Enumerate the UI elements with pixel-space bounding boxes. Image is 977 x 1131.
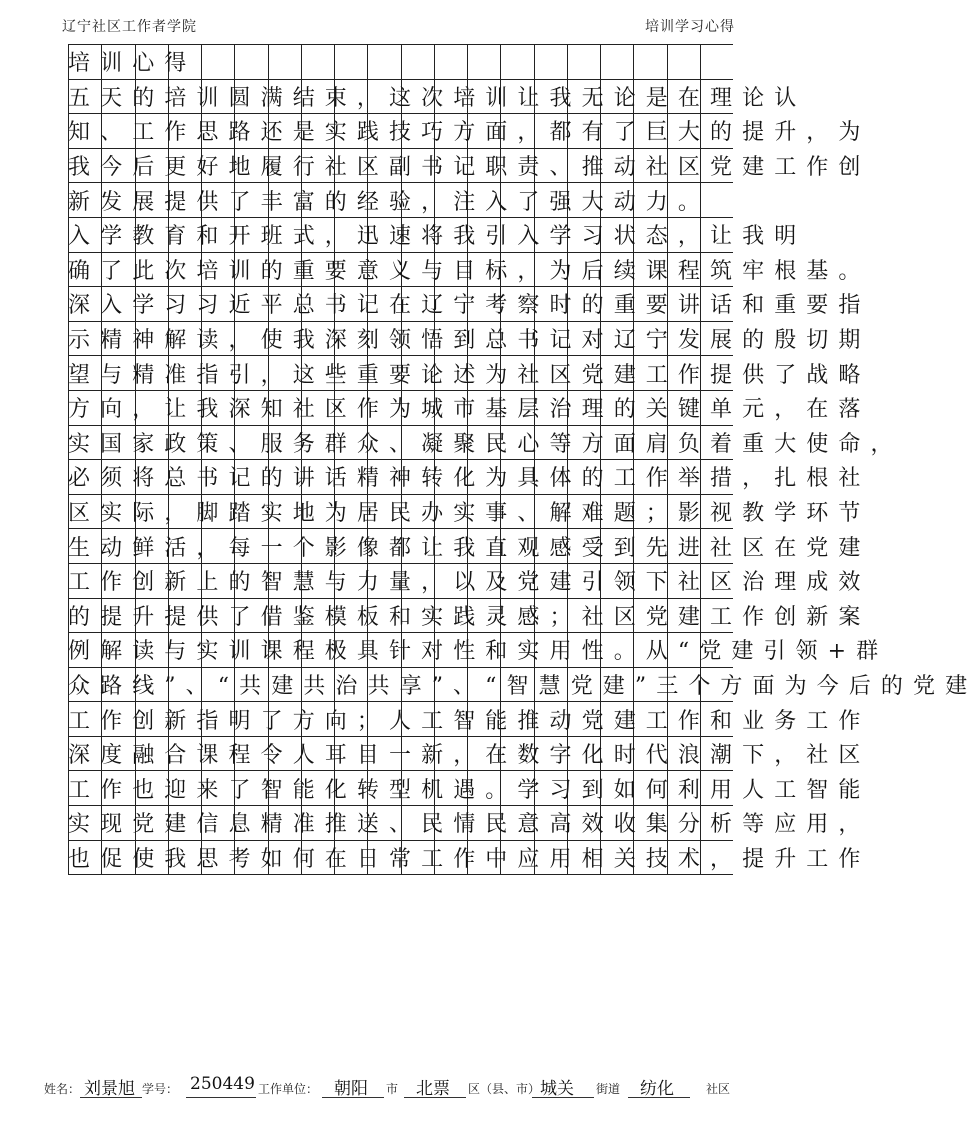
- city-suffix: 市: [386, 1082, 399, 1096]
- id-value: 250449: [190, 1074, 255, 1094]
- grid-row: [68, 426, 903, 461]
- essay-line: 工作也迎来了智能化转型机遇。学习到如何利用人工智能: [68, 777, 871, 803]
- grid-row: [68, 149, 871, 184]
- grid-row: [68, 114, 871, 149]
- grid-row: [68, 183, 733, 218]
- id-label: 学号：: [142, 1082, 179, 1096]
- community-value: 纺化: [640, 1079, 674, 1099]
- essay-line: 我今后更好地履行社区副书记职责、推动社区党建工作创: [68, 155, 871, 181]
- grid-row: [68, 737, 871, 772]
- essay-line: 深度融合课程令人耳目一新，在数字化时代浪潮下，社区: [68, 743, 871, 769]
- grid-row: [68, 495, 871, 530]
- name-label: 姓名：: [44, 1082, 81, 1096]
- grid-row: [68, 287, 871, 322]
- essay-line: 确了此次培训的重要意义与目标，为后续课程筑牢根基。: [68, 258, 871, 284]
- district-suffix: 区（县、市）: [468, 1082, 541, 1096]
- grid-row: [68, 80, 807, 115]
- essay-line: 众路线”、“共建共治共享”、“智慧党建”三个方面为今后的党建: [68, 673, 977, 699]
- grid-row: [68, 253, 871, 288]
- community-suffix: 社区: [706, 1082, 731, 1096]
- grid-row: [68, 564, 871, 599]
- document-type: 培训学习心得: [645, 19, 735, 35]
- essay-line: 实现党建信息精准推送、民情民意高效收集分析等应用，: [68, 812, 871, 838]
- essay-line: 必须将总书记的讲话精神转化为具体的工作举措，扎根社: [68, 466, 871, 492]
- page-header: [0, 14, 799, 38]
- grid-row: [68, 668, 977, 703]
- grid-row: [68, 771, 871, 806]
- essay-line: 方向，让我深知社区作为城市基层治理的关键单元，在落: [68, 397, 871, 423]
- essay-line: 生动鲜活，每一个影像都让我直观感受到先进社区在党建: [68, 535, 871, 561]
- essay-line: 例解读与实训课程极具针对性和实用性。从“党建引领+群: [68, 639, 889, 665]
- essay-line: 工作创新上的智慧与力量，以及党建引领下社区治理成效: [68, 570, 871, 596]
- grid-row: [68, 841, 871, 876]
- name-value: 刘景旭: [84, 1079, 135, 1099]
- essay-title: 培训心得: [68, 51, 197, 77]
- grid-row: [68, 391, 871, 426]
- grid-row: [68, 356, 871, 391]
- district-value: 北票: [416, 1079, 450, 1099]
- essay-line: 知、工作思路还是实践技巧方面，都有了巨大的提升，为: [68, 120, 871, 146]
- grid-row: [68, 218, 807, 253]
- essay-line: 的提升提供了借鉴模板和实践灵感；社区党建工作创新案: [68, 604, 871, 630]
- grid-row: [68, 633, 889, 668]
- essay-line: 五天的培训圆满结束，这次培训让我无论是在理论认: [68, 85, 807, 111]
- grid-row: [68, 806, 871, 841]
- essay-line: 工作创新指明了方向；人工智能推动党建工作和业务工作: [68, 708, 871, 734]
- essay-line: 示精神解读，使我深刻领悟到总书记对辽宁发展的殷切期: [68, 328, 871, 354]
- essay-line: 也促使我思考如何在日常工作中应用相关技术，提升工作: [68, 846, 871, 872]
- grid-row: [68, 322, 871, 357]
- footer-info: [0, 1072, 799, 1102]
- grid-row: [68, 599, 871, 634]
- essay-line: 实国家政策、服务群众、凝聚民心等方面肩负着重大使命，: [68, 431, 903, 457]
- grid-row: [68, 45, 733, 80]
- street-suffix: 街道: [596, 1082, 621, 1096]
- city-value: 朝阳: [334, 1079, 368, 1099]
- grid-row: [68, 529, 871, 564]
- street-value: 城关: [540, 1079, 574, 1099]
- unit-label: 工作单位：: [258, 1082, 319, 1096]
- grid-row: [68, 460, 871, 495]
- essay-line: 深入学习习近平总书记在辽宁考察时的重要讲话和重要指: [68, 293, 871, 319]
- institution-name: 辽宁社区工作者学院: [62, 19, 197, 35]
- essay-line: 新发展提供了丰富的经验，注入了强大动力。: [68, 189, 711, 215]
- essay-line: 入学教育和开班式，迅速将我引入学习状态，让我明: [68, 224, 807, 250]
- essay-line: 望与精准指引，这些重要论述为社区党建工作提供了战略: [68, 362, 871, 388]
- grid-row: [68, 702, 871, 737]
- writing-grid: [68, 44, 977, 875]
- essay-line: 区实际，脚踏实地为居民办实事、解难题；影视教学环节: [68, 501, 871, 527]
